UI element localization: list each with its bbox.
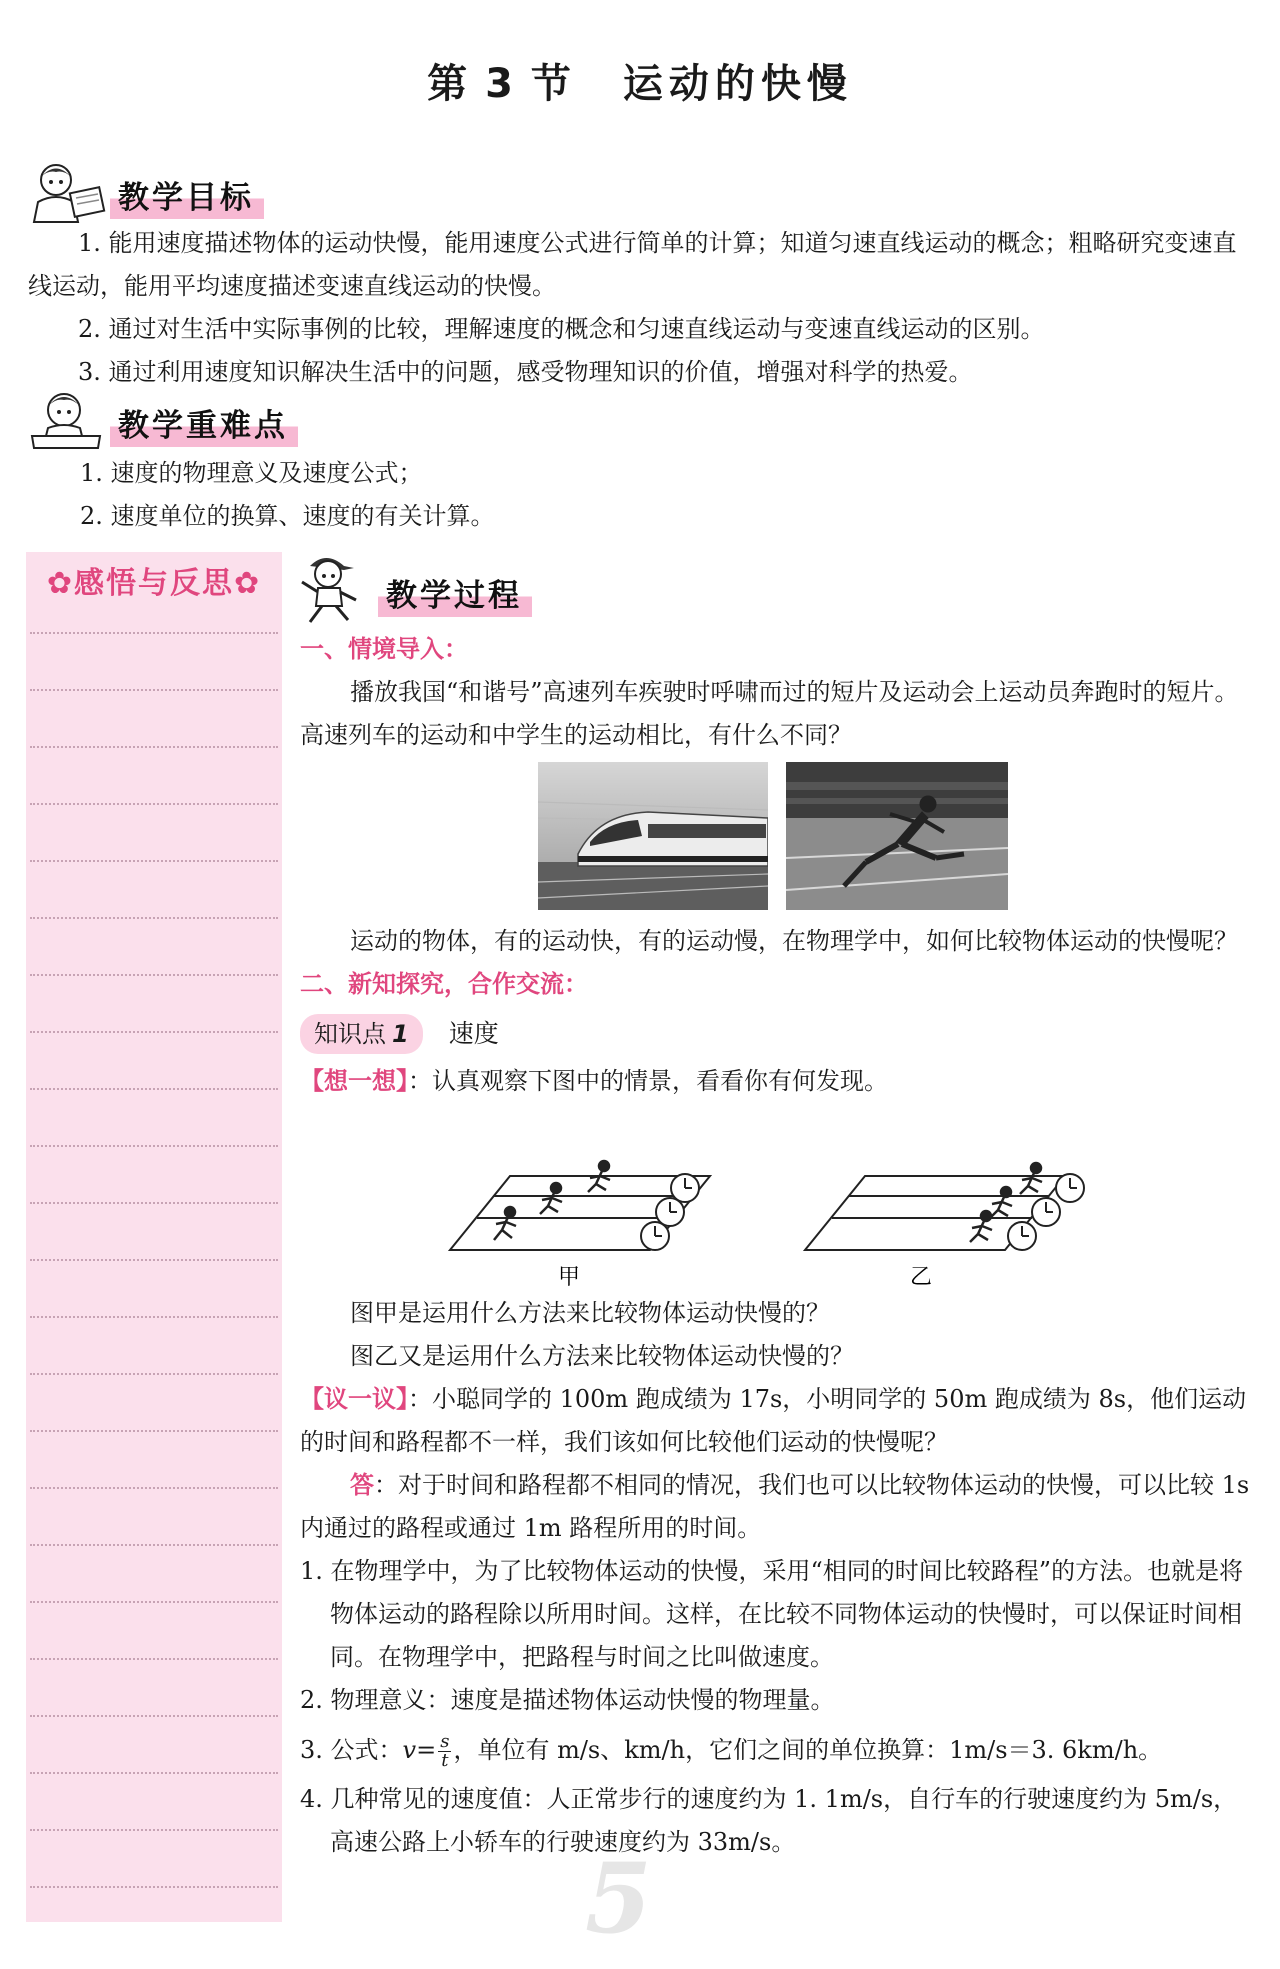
goals-list <box>28 222 1250 394</box>
knowledge-point-badge <box>300 1014 423 1054</box>
point-1: 1. 在物理学中，为了比较物体运动的快慢，采用“相同的时间比较路程”的方法。也就是将物体运动的路程除以所用时间。这样，在比较不同物体运动的快慢时，可以保证时间相同。在物理学中，把路程与时间之比叫做速度。 <box>300 1557 1244 1671</box>
clock-icon <box>1056 1174 1084 1202</box>
kp-number: 1 <box>392 1020 409 1048</box>
note-line <box>30 1088 278 1090</box>
clock-icon <box>671 1174 699 1202</box>
note-line <box>30 632 278 634</box>
section-prefix: 第 <box>427 61 474 107</box>
formula-fraction <box>438 1733 451 1770</box>
main-column <box>300 628 1252 757</box>
goals-heading <box>28 160 428 224</box>
section-suffix: 节 <box>530 61 577 107</box>
train-photo <box>538 762 768 910</box>
note-line <box>30 689 278 691</box>
goals-heading-label: 教学目标 <box>110 170 264 219</box>
think-text: ：认真观察下图中的情景，看看你有何发现。 <box>408 1067 888 1095</box>
process-heading <box>296 552 696 624</box>
keypoint-item-1: 1. 速度的物理意义及速度公式； <box>80 459 423 487</box>
keypoints-heading <box>28 388 428 452</box>
formula-numerator: s <box>440 1731 450 1752</box>
point-2: 2. 物理意义：速度是描述物体运动快慢的物理量。 <box>300 1686 835 1714</box>
clock-icon <box>1008 1222 1036 1250</box>
figure-b <box>805 1163 1084 1250</box>
page-title <box>0 52 1280 109</box>
section-title: 运动的快慢 <box>622 61 853 107</box>
note-line <box>30 860 278 862</box>
note-line <box>30 1886 278 1888</box>
race-figures <box>440 1148 1120 1288</box>
note-line <box>30 1145 278 1147</box>
discuss-tag: 【议一议】 <box>300 1385 408 1413</box>
clock-icon <box>1032 1198 1060 1226</box>
intro-paragraph-2: 运动的物体，有的运动快，有的运动慢，在物理学中，如何比较物体运动的快慢呢？ <box>350 927 1238 955</box>
note-line <box>30 1031 278 1033</box>
goal-item-1: 1. 能用速度描述物体的运动快慢，能用速度公式进行简单的计算；知道匀速直线运动的概念；粗略研究变速直线运动，能用平均速度描述变速直线运动的快慢。 <box>28 229 1237 300</box>
note-line <box>30 1772 278 1774</box>
reading-student-icon <box>28 160 108 224</box>
note-line <box>30 1601 278 1603</box>
figure-a-label: 甲 <box>558 1265 581 1288</box>
point-3-pre: 3. 公式： <box>300 1736 403 1764</box>
clock-icon <box>656 1198 684 1226</box>
reflection-sidebar <box>26 552 282 1922</box>
keypoints-heading-label: 教学重难点 <box>110 398 298 447</box>
page-number: 5 <box>585 1842 652 1955</box>
think-paragraph <box>300 1060 1252 1103</box>
process-heading-label: 教学过程 <box>378 568 532 617</box>
figure-b-label: 乙 <box>910 1265 933 1288</box>
note-line <box>30 974 278 976</box>
section-number: 3 <box>485 61 519 107</box>
point-3 <box>300 1722 1252 1778</box>
sprinter-photo <box>786 762 1008 910</box>
runner-icon <box>494 1207 516 1240</box>
explore-heading: 二、新知探究，合作交流： <box>300 970 588 998</box>
goal-item-2: 2. 通过对生活中实际事例的比较，理解速度的概念和匀速直线运动与变速直线运动的区别。 <box>78 315 1045 343</box>
answer-paragraph <box>300 1464 1252 1550</box>
note-line <box>30 1316 278 1318</box>
knowledge-point-row <box>300 1014 1252 1060</box>
running-student-icon <box>296 552 376 624</box>
sidebar-title: ✿感悟与反思✿ <box>46 566 262 601</box>
formula-v: v <box>402 1736 417 1764</box>
main-column-3 <box>300 1292 1252 1864</box>
kp-title: 速度 <box>448 1019 499 1048</box>
figure-a <box>450 1161 710 1250</box>
note-line <box>30 746 278 748</box>
note-line <box>30 1715 278 1717</box>
note-line <box>30 1202 278 1204</box>
think-tag: 【想一想】 <box>300 1067 408 1095</box>
note-line <box>30 803 278 805</box>
thinking-student-icon <box>28 388 108 452</box>
intro-paragraph: 播放我国“和谐号”高速列车疾驶时呼啸而过的短片及运动会上运动员奔跑时的短片。高速列车的运动和中学生的运动相比，有什么不同？ <box>300 678 1239 749</box>
note-line <box>30 1259 278 1261</box>
question-1: 图甲是运用什么方法来比较物体运动快慢的？ <box>350 1299 830 1327</box>
runner-icon <box>990 1187 1012 1218</box>
discuss-text: ：小聪同学的 100m 跑成绩为 17s，小明同学的 50m 跑成绩为 8s，他们运动的时间和路程都不一样，我们该如何比较他们运动的快慢呢？ <box>300 1385 1247 1456</box>
keypoints-list <box>80 452 1230 538</box>
note-line <box>30 917 278 919</box>
answer-text: ：对于时间和路程都不相同的情况，我们也可以比较物体运动的快慢，可以比较 1s 内通过的路程或通过 1m 路程所用的时间。 <box>300 1471 1250 1542</box>
note-line <box>30 1829 278 1831</box>
runner-icon <box>540 1183 562 1214</box>
note-line <box>30 1430 278 1432</box>
note-line <box>30 1373 278 1375</box>
formula-eq: = <box>416 1736 437 1764</box>
runner-icon <box>970 1211 992 1242</box>
kp-label: 知识点 <box>314 1020 386 1048</box>
discuss-paragraph <box>300 1378 1252 1464</box>
formula-denominator: t <box>441 1750 449 1771</box>
intro-heading: 一、情境导入： <box>300 635 468 663</box>
note-line <box>30 1487 278 1489</box>
note-line <box>30 1544 278 1546</box>
point-4: 4. 几种常见的速度值：人正常步行的速度约为 1. 1m/s，自行车的行驶速度约为 5m/s，高速公路上小轿车的行驶速度约为 33m/s。 <box>300 1785 1238 1856</box>
question-2: 图乙又是运用什么方法来比较物体运动快慢的？ <box>350 1342 854 1370</box>
answer-tag: 答 <box>350 1471 374 1499</box>
note-line <box>30 1658 278 1660</box>
clock-icon <box>641 1222 669 1250</box>
keypoint-item-2: 2. 速度单位的换算、速度的有关计算。 <box>80 502 495 530</box>
runner-icon <box>1020 1163 1042 1194</box>
goal-item-3: 3. 通过利用速度知识解决生活中的问题，感受物理知识的价值，增强对科学的热爱。 <box>78 358 973 386</box>
main-column-2 <box>300 920 1252 1103</box>
point-3-post: ，单位有 m/s、km/h，它们之间的单位换算：1m/s＝3. 6km/h。 <box>453 1736 1163 1764</box>
